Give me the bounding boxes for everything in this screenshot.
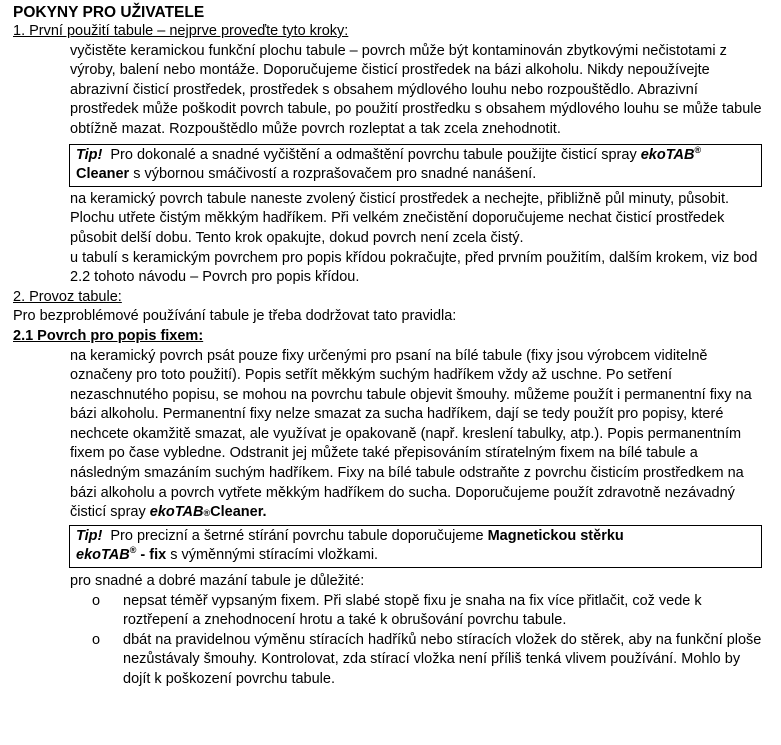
section-2-1-text: na keramický povrch psát pouze fixy určenými pro psaní na bílé tabule (fixy jsou výrobcem viditelně označeny pro toto použití). Popis setřít měkkým suchým hadříkem vždy až uschne. Po setření nezaschnutého popisu, se mohou na povrchu tabule objevit šmouhy. můžeme použít i permanentní fixy na bázi alkoholu. Permanentní fixy nelze smazat za sucha hadříkem, dají se tedy použít pro popisy, které nechcete okamžitě smazat, ale využívat je opakovaně (např. kreslení tabulky, atp.). Popis permanentním fixem po čase vybledne. Odstranit jej můžete také přepisováním stíratelným fixem na bílé tabule a následným smazáním suchým hadříkem. Fixy na bílé tabule odstraňte z povrchu čisticím prostředkem na bázi alkoholu a povrch vytřete měkkým hadříkem do sucha. Doporučujeme použít zdravotně nezávadný čisticí spray: [70, 347, 752, 521]
section-2-1-paragraph: [13, 347, 768, 524]
circle-bullet-icon: o: [92, 631, 101, 648]
product-name: Magnetickou stěrku: [487, 527, 624, 544]
tip-text-continued: s výbornou smáčivostí a rozprašovačem pro snadné nanášení.: [133, 166, 537, 183]
list-item-text: dbát na pravidelnou výměnu stíracích hadříků nebo stíracích vložek do stěrek, aby na funkční ploše nezůstávaly šmouhy. Kontrolovat, zda stírací vložka není příliš tenká vlivem používání. Mohlo by dojít k poškození povrchu tabule.: [123, 631, 762, 687]
section-2-1-erase-intro: pro snadné a dobré mazání tabule je důležité:: [70, 573, 365, 590]
product-name: Cleaner: [76, 166, 130, 183]
section-2-heading: 2. Provoz tabule:: [13, 288, 122, 305]
tip-label: Tip!: [76, 527, 103, 544]
list-item-text: nepsat téměř vypsaným fixem. Při slabé stopě fixu je snaha na fix více přitlačit, což vede k roztřepení a znehodnocení hrotu a také k obrušování povrchu tabule.: [123, 592, 702, 629]
tip-text: Pro dokonalé a snadné vyčištění a odmaštění povrchu tabule použijte čisticí spray: [110, 146, 637, 163]
section-2-intro: Pro bezproblémové používání tabule je třeba dodržovat tato pravidla:: [13, 308, 457, 325]
section-1-paragraph-chalk: u tabulí s keramickým povrchem pro popis křídou pokračujte, před prvním použitím, dalším krokem, viz bod 2.2 tohoto návodu – Povrch pro popis křídou.: [70, 249, 758, 286]
product-suffix: - fix: [140, 547, 167, 564]
page-title: POKYNY PRO UŽIVATELE: [13, 4, 205, 21]
tip-label: Tip!: [76, 146, 103, 163]
product-name: Cleaner.: [210, 504, 267, 521]
list-item: [90, 631, 768, 690]
registered-mark: ®: [203, 508, 211, 519]
erase-tips-list: [13, 592, 768, 690]
section-1-paragraph-clean: vyčistěte keramickou funkční plochu tabule – povrch může být kontaminován zbytkovými nečistotami z výroby, balení nebo montáže. Doporučujeme čisticí prostředek na bázi alkoholu. Nikdy nepoužívejte abrazivní čisticí prostředek, prostředek s obsahem mýdlového louhu nebo rozpouštědlo. Abrazivní prostředek může poškodit povrch tabule, po použití prostředku s obsahem mýdlového louhu se může tabule obtížně mazat. Rozpouštědlo může povrch rozleptat a tak zcela znehodnotit.: [70, 42, 762, 137]
list-item: [90, 592, 768, 631]
section-1-heading: 1. První použití tabule – nejprve proveďte tyto kroky:: [13, 23, 349, 39]
registered-mark: ®: [129, 545, 137, 556]
tip-box-cleaner: [69, 144, 762, 187]
section-1-paragraph-apply: na keramický povrch tabule naneste zvolený čisticí prostředek a nechejte, přibližně půl minuty, působit. Plochu utřete čistým měkkým hadříkem. Při velkém znečistění doporučujeme nechat čisticí prostředek působit delší dobu. Tento krok opakujte, dokud povrch není zcela čistý.: [70, 190, 730, 246]
section-2-1-heading: 2.1 Povrch pro popis fixem:: [13, 327, 204, 344]
circle-bullet-icon: o: [92, 592, 101, 609]
instructions-page: [13, 3, 768, 690]
tip-box-squeegee: [69, 525, 762, 568]
brand-name: ekoTAB: [640, 146, 695, 163]
brand-name: ekoTAB: [76, 547, 130, 564]
registered-mark: ®: [694, 144, 702, 155]
tip-text-continued: s výměnnými stíracími vložkami.: [170, 547, 379, 564]
tip-text: Pro precizní a šetrné stírání povrchu tabule doporučujeme: [110, 527, 484, 544]
brand-name: ekoTAB: [149, 504, 204, 521]
